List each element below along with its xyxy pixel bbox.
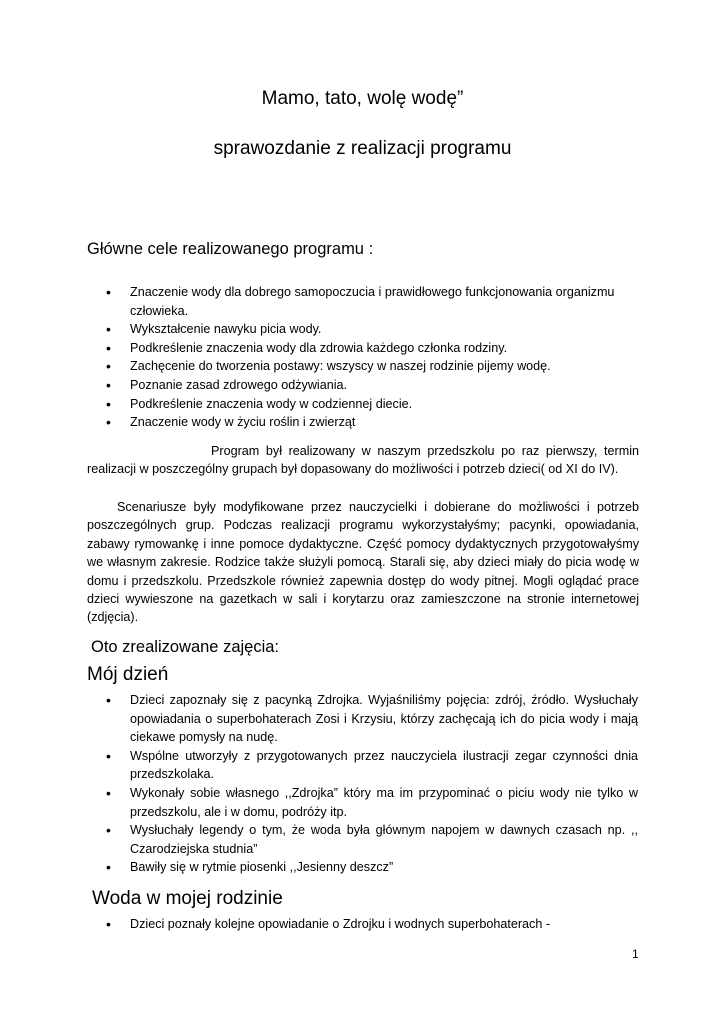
list-item: • Wspólne utworzyły z przygotowanych przez nauczyciela ilustracji zegar czynności dnia przedszkolaka. <box>106 747 638 784</box>
activities-heading: Oto zrealizowane zajęcia: <box>91 638 280 656</box>
list-item: • Bawiły się w rytmie piosenki ,,Jesienny deszcz” <box>106 858 638 877</box>
section-list-my-day <box>106 691 638 877</box>
section-heading-my-day: Mój dzień <box>87 664 169 685</box>
document-subtitle: sprawozdanie z realizacji programu <box>213 138 512 159</box>
list-item: • Wykształcenie nawyku picia wody. <box>106 320 638 339</box>
list-item: • Dzieci poznały kolejne opowiadanie o Zdrojku i wodnych superbohaterach - <box>106 915 638 934</box>
goals-heading: Główne cele realizowanego programu : <box>87 240 374 258</box>
list-item: • Podkreślenie znaczenia wody w codziennej diecie. <box>106 395 638 414</box>
list-item: • Poznanie zasad zdrowego odżywiania. <box>106 376 638 395</box>
list-item: • Wykonały sobie własnego ,,Zdrojka” który ma im przypominać o piciu wody nie tylko w przedszkolu, ale i w domu, podróży itp. <box>106 784 638 821</box>
list-item: • Znaczenie wody w życiu roślin i zwierząt <box>106 413 638 432</box>
list-item: • Zachęcenie do tworzenia postawy: wszyscy w naszej rodzinie pijemy wodę. <box>106 357 638 376</box>
list-item: • Znaczenie wody dla dobrego samopoczucia i prawidłowego funkcjonowania organizmu człowieka. <box>106 283 638 320</box>
page-number: 1 <box>632 947 639 961</box>
list-item: • Wysłuchały legendy o tym, że woda była głównym napojem w dawnych czasach np. ,, Czarodziejska studnia” <box>106 821 638 858</box>
goals-list <box>106 283 638 432</box>
list-item: • Dzieci zapoznały się z pacynką Zdrojka. Wyjaśniliśmy pojęcia: zdrój, źródło. Wysłuchały opowiadania o superbohaterach Zosi i Krzysiu, którzy zachęcają ich do picia wody i mają ciekawe pomysły na nudę. <box>106 691 638 747</box>
section-list-water-family <box>106 915 638 934</box>
document-title: Mamo, tato, wolę wodę” <box>261 88 464 109</box>
paragraph-program: Program był realizowany w naszym przedszkolu po raz pierwszy, termin realizacji w poszczególny grupach był dopasowany do możliwości i potrzeb dzieci( od XI do IV). <box>87 444 639 477</box>
paragraph-scenarios: Scenariusze były modyfikowane przez nauczycielki i dobierane do możliwości i potrzeb poszczególnych grup. Podczas realizacji programu wykorzystałyśmy; pacynki, opowiadania, zabawy rymowankę i inne pomoce dydaktyczne. Część pomocy dydaktycznych przygotowałyśmy we własnym zakresie. Rodzice także służyli pomocą. Starali się, aby dzieci miały do picia wodę w domu i przedszkolu. Przedszkole również zapewnia dostęp do wody pitnej. Mogli oglądać prace dzieci wywieszone na gazetkach w sali i korytarzu oraz zamieszczone na stronie internetowej (zdjęcia). <box>87 500 639 625</box>
section-heading-water-family: Woda w mojej rodzinie <box>92 888 283 909</box>
list-item: • Podkreślenie znaczenia wody dla zdrowia każdego członka rodziny. <box>106 339 638 358</box>
